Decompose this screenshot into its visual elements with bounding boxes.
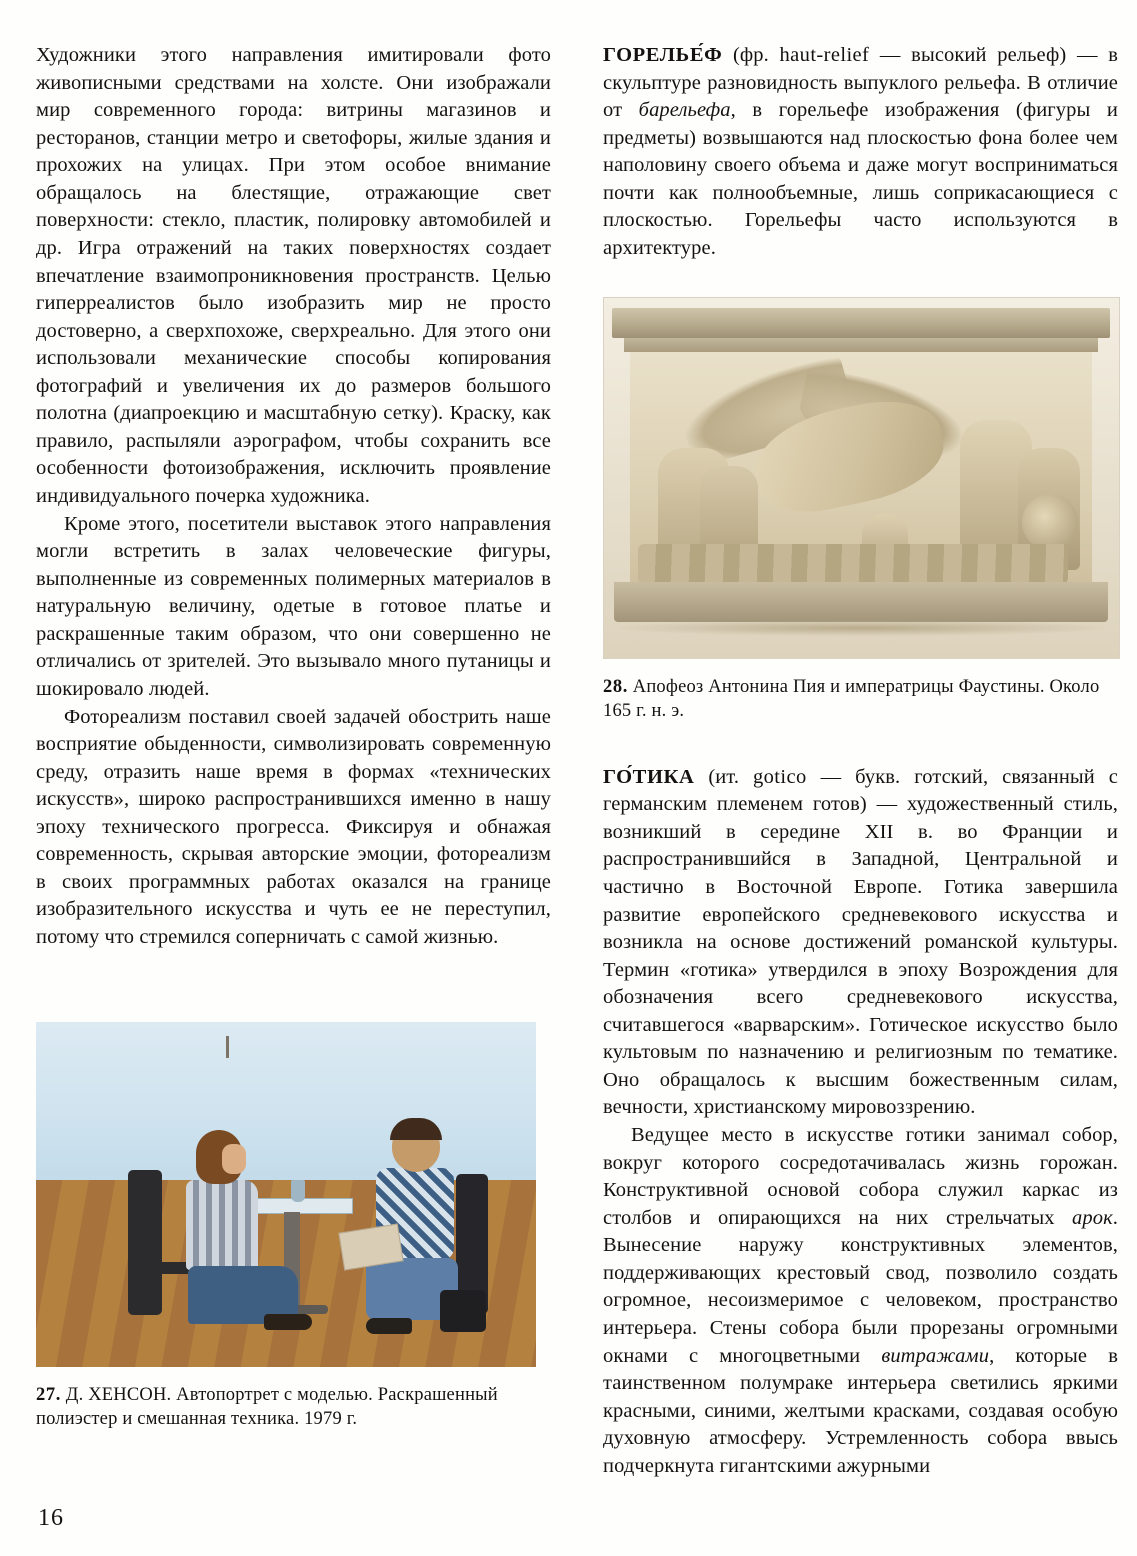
figure-27-caption-number: 27. [36, 1384, 61, 1405]
entry-gotika-p2-italic-1: арок [1072, 1206, 1113, 1229]
entry-gorelief [603, 42, 1118, 263]
figure-27-wall [36, 1022, 536, 1181]
entry-gotika-p2-text-1: Ведущее место в искусстве готики занимал собор, вокруг которого сосредотачивалась жизнь горожан. Конструктивной основой собора служил каркас из столбов и опирающихся на них стрельчатых [603, 1124, 1118, 1229]
entry-gotika-latin: gotico [753, 765, 807, 788]
figure-28-caption-number: 28. [603, 676, 628, 697]
entry-gotika-p2-text-2: . Вынесение наружу конструктивных элементов, поддерживающих крестовый свод, позволило создать огромное, несоизмеримое с человеком, пространство интерьера. Стены собора были прорезаны огромными окнами с многоцветными [603, 1206, 1118, 1367]
entry-gotika-text-2: — букв. готский, связанный с германским племенем готов) — художественный стиль, возникший в середине XII в. во Франции и распространившийся в Западной, Центральной и частично в Восточной Европе. Готика завершила развитие европейского средневекового искусства и возникла на основе достижений романской культуры. Термин «готика» утвердился в эпоху Возрождения для обозначения всего средневекового искусства, считавшегося «варварским». Готическое искусство было культовым по назначению и религиозным по тематике. Оно обращалось к высшим божественным силам, вечности, христианскому мировоззрению. [603, 765, 1118, 1119]
left-column [36, 42, 551, 1492]
entry-gotika [603, 764, 1118, 1122]
entry-gorelief-latin: haut-relief [779, 44, 870, 66]
figure-27-mark [226, 1036, 229, 1058]
figure-28-base [614, 582, 1108, 622]
figure-27-figure-left-shoe [264, 1314, 312, 1330]
entry-gotika-p2-italic-2: витражами [881, 1344, 990, 1367]
figure-28-cornice [612, 308, 1110, 338]
figure-28-image [603, 297, 1120, 659]
entry-gotika-paragraph-2 [603, 1122, 1118, 1480]
figure-28-caption [603, 675, 1118, 724]
figure-28-shadow [618, 620, 1106, 636]
figure-27-image [36, 1022, 536, 1367]
page-number: 16 [38, 1505, 64, 1531]
figure-28-cornice-lower [624, 338, 1098, 352]
figure-27-figure-left-face [222, 1144, 246, 1174]
entry-gorelief-term: ГОРЕЛЬЕ́Ф [603, 44, 723, 66]
entry-gotika-text-1: (ит. [708, 765, 753, 788]
right-column [603, 42, 1118, 1492]
figure-28-shield [1022, 494, 1078, 550]
figure-27-caption [36, 1383, 551, 1432]
paragraph-photorealism-goal: Фотореализм поставил своей задачей обострить наше восприятие обыденности, символизировать современную среду, отразить наше время в формах «технических искусств», широко распространившихся именно в нашу эпоху технического прогресса. Фиксируя и обнажая современность, скрывая авторские эмоции, фотореализм в своих программных работах оказался на границе изобразительного искусства и чуть ее не переступил, потому что стремился соперничать с самой жизнью. [36, 705, 551, 948]
entry-gotika-p2-text-3: , которые в таинственном полумраке интерьера светились яркими красными, синими, желтыми красками, создавая особую духовную атмосферу. Устремленность собора ввысь подчеркнута гигантскими ажурными [603, 1344, 1118, 1477]
paragraph-exhibitions: Кроме этого, посетители выставок этого направления могли встретить в залах человеческие фигуры, выполненные из современных полимерных материалов в натуральную величину, одетые в готовое платье и раскрашенные таким образом, что они совершенно не отличались от зрителей. Это вызывало много путаницы и шокировало людей. [36, 512, 551, 700]
figure-28-caption-text: Апофеоз Антонина Пия и императрицы Фаустины. Около 165 г. н. э. [603, 676, 1100, 722]
entry-gorelief-text-1: (фр. [732, 44, 780, 66]
figure-27-caption-text: Д. ХЕНСОН. Автопортрет с моделью. Раскрашенный полиэстер и смешанная техника. 1979 г. [36, 1384, 498, 1430]
figure-27-glass [291, 1180, 305, 1202]
entry-gotika-term: ГО́ТИКА [603, 765, 695, 788]
figure-28-ground [638, 544, 1068, 584]
entry-gorelief-italic: барельефа [638, 99, 731, 122]
two-column-layout [0, 42, 1137, 1492]
figure-27-figure-left-body [186, 1180, 258, 1270]
paragraph-hyperrealism: Художники этого направления имитировали фото живописными средствами на холсте. Они изображали мир современного города: витрины магазинов и ресторанов, станции метро и светофоры, жилые здания и прохожих на улицах. При этом особое внимание обращалось на блестящие, отражающие свет поверхности: стекло, пластик, полировку автомобилей и др. Игра отражений на таких поверхностях создает впечатление взаимопроникновения пространств. Целью гиперреалистов было изобразить мир не просто достоверно, а сверхпохоже, сверхреально. Для этого они использовали механические способы копирования фотографий и увеличения их до размеров большого полотна (диапроекцию и масштабную сетку). Краску, как правило, распыляли аэрографом, чтобы сохранить все особенности фотоизображения, исключить проявление индивидуального почерка художника. [36, 44, 551, 507]
entry-gorelief-text-3: , в горельефе изображения (фигуры и предметы) возвышаются над плоскостью фона более чем наполовину своего объема и даже могут восприниматься почти как полнообъемные, лишь соприкасающиеся с плоскостью. Горельефы часто используются в архитектуре. [603, 99, 1118, 259]
figure-27-chair-left [128, 1170, 162, 1315]
figure-27-figure-right-shoe [366, 1318, 412, 1334]
figure-27-bag [440, 1290, 486, 1332]
entry-gorelief-text-2: — высокий рельеф) — в скульптуре разновидность выпуклого рельефа. В отличие от [603, 44, 1118, 122]
